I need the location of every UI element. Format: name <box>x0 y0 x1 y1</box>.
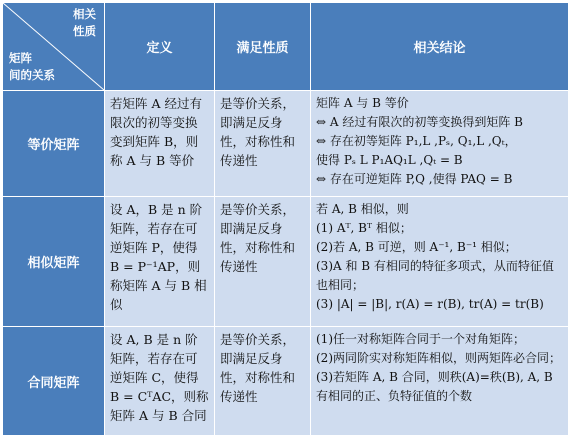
corner-top-line2: 性质 <box>73 24 96 38</box>
properties-cell: 是等价关系，即满足反身性，对称性和传递性 <box>215 327 311 436</box>
conclusions-cell <box>311 327 569 436</box>
header-row <box>3 3 569 91</box>
column-header-conclusions: 相关结论 <box>311 3 569 91</box>
corner-top-label <box>73 6 96 40</box>
conclusion-line: (2)若 A, B 可逆，则 A⁻¹, B⁻¹ 相似； <box>316 240 517 254</box>
corner-bottom-label <box>9 50 55 84</box>
matrix-relations-table <box>2 2 569 436</box>
conclusion-line: (2)两同阶实对称矩阵相似，则两矩阵必合同； <box>316 351 561 365</box>
conclusion-line: (3) |A| = |B|, r(A) = r(B), tr(A) = tr(B) <box>316 297 544 311</box>
conclusions-cell <box>311 91 569 197</box>
conclusion-line: ⇔ 存在可逆矩阵 P,Q ,使得 PAQ = B <box>316 172 513 186</box>
row-header-similar: 相似矩阵 <box>3 197 105 327</box>
conclusion-line: (3)A 和 B 有相同的特征多项式，从而特征值也相同； <box>316 259 554 292</box>
column-header-definition: 定义 <box>105 3 215 91</box>
conclusions-cell <box>311 197 569 327</box>
corner-top-line1: 相关 <box>73 7 96 21</box>
definition-cell: 设 A, B 是 n 阶矩阵，若存在可逆矩阵 C，使得 B = CᵀAC，则称矩阵 A 与 B 合同 <box>105 327 215 436</box>
definition-cell: 若矩阵 A 经过有限次的初等变换变到矩阵 B，则称 A 与 B 等价 <box>105 91 215 197</box>
definition-cell: 设 A，B 是 n 阶矩阵，若存在可逆矩阵 P，使得 B = P⁻¹AP，则称矩阵 A 与 B 相似 <box>105 197 215 327</box>
table-row-equivalent <box>3 91 569 197</box>
table-row-congruent <box>3 327 569 436</box>
corner-bottom-line1: 矩阵 <box>9 51 32 65</box>
table-row-similar <box>3 197 569 327</box>
conclusion-line: (1)任一对称矩阵合同于一个对角矩阵； <box>316 332 525 346</box>
corner-header-cell <box>3 3 105 91</box>
conclusion-line: 若 A, B 相似，则 <box>316 202 409 216</box>
conclusion-line: (3)若矩阵 A, B 合同，则秩(A)=秩(B), A, B 有相同的正、负特征值的个数 <box>316 370 553 403</box>
conclusion-line: ⇔ 存在初等矩阵 P₁,L ,Pₛ, Q₁,L ,Qₜ， <box>316 134 517 148</box>
conclusion-line: 使得 Pₛ L P₁AQ₁L ,Qₜ = B <box>316 153 463 167</box>
conclusion-line: 矩阵 A 与 B 等价 <box>316 96 409 110</box>
corner-bottom-line2: 间的关系 <box>9 68 55 82</box>
row-header-congruent: 合同矩阵 <box>3 327 105 436</box>
column-header-properties: 满足性质 <box>215 3 311 91</box>
properties-cell: 是等价关系，即满足反身性，对称性和传递性 <box>215 91 311 197</box>
conclusion-line: ⇔ A 经过有限次的初等变换得到矩阵 B <box>316 115 523 129</box>
row-header-equivalent: 等价矩阵 <box>3 91 105 197</box>
properties-cell: 是等价关系，即满足反身性，对称性和传递性 <box>215 197 311 327</box>
conclusion-line: (1) Aᵀ, Bᵀ 相似； <box>316 221 412 235</box>
